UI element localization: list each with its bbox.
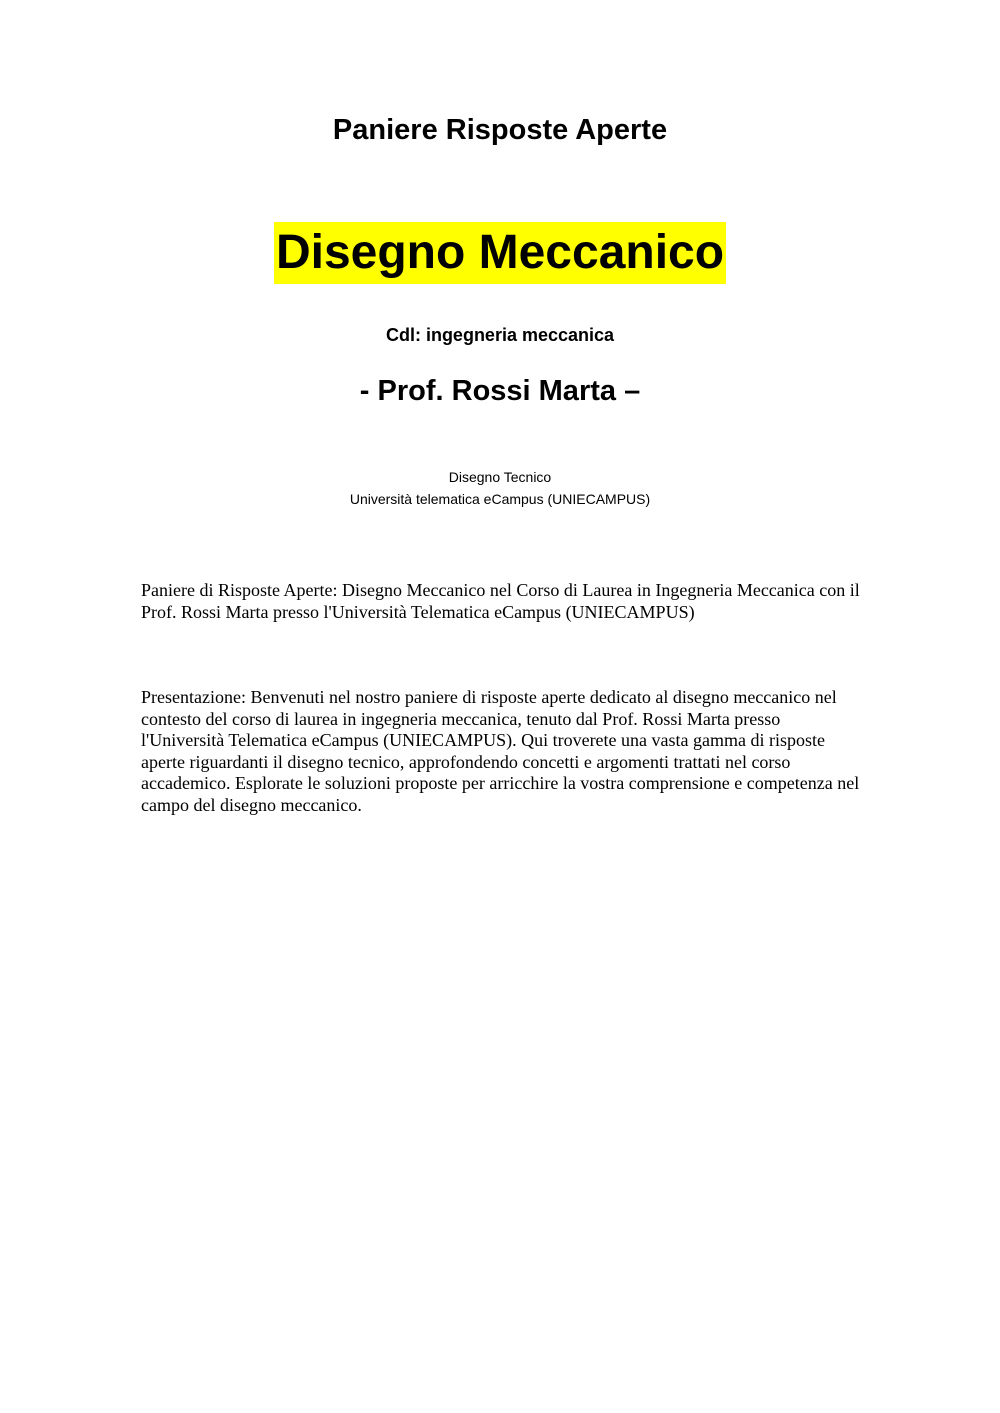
university-name: Università telematica eCampus (UNIECAMPUS) — [349, 491, 651, 507]
basket-title: Paniere Risposte Aperte — [332, 114, 668, 146]
professor-name: - Prof. Rossi Marta – — [359, 375, 641, 407]
subject-name: Disegno Tecnico — [448, 469, 552, 485]
degree-program: Cdl: ingegneria meccanica — [385, 325, 615, 345]
course-title-highlighted: Disegno Meccanico — [274, 222, 726, 284]
intro-paragraph: Paniere di Risposte Aperte: Disegno Meccanico nel Corso di Laurea in Ingegneria Meccanica con il Prof. Rossi Marta presso l'Università Telematica eCampus (UNIECAMPUS) — [141, 580, 860, 622]
presentation-paragraph: Presentazione: Benvenuti nel nostro paniere di risposte aperte dedicato al disegno meccanico nel contesto del corso di laurea in ingegneria meccanica, tenuto dal Prof. Rossi Marta presso l'Università Telematica eCampus (UNIECAMPUS). Qui troverete una vasta gamma di risposte aperte riguardanti il disegno tecnico, approfondendo concetti e argomenti trattati nel corso accademico. Esplorate le soluzioni proposte per arricchire la vostra comprensione e competenza nel campo del disegno meccanico. — [141, 687, 860, 815]
course-title-wrapper — [0, 222, 1000, 284]
